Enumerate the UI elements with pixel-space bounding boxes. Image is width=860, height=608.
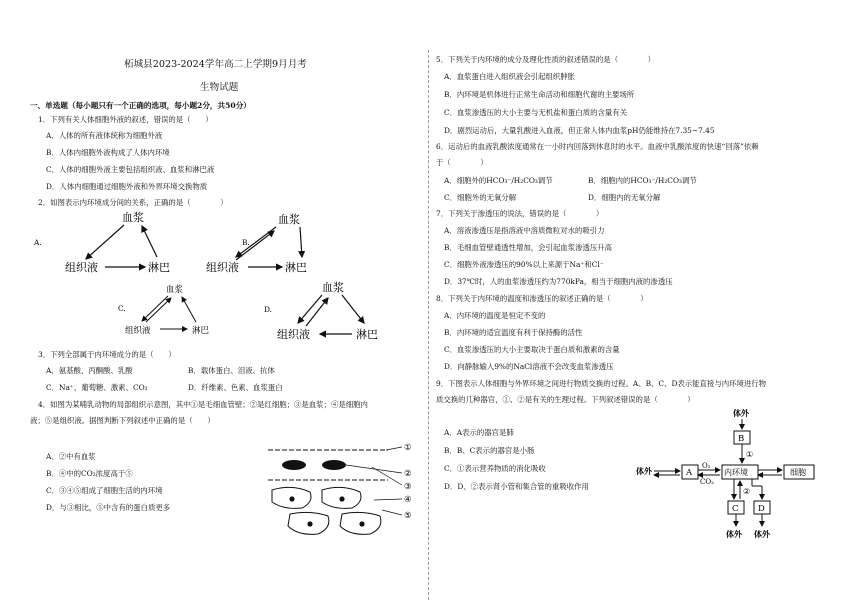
- q9-outside-left: 体外: [636, 466, 652, 476]
- q9-box-c-label: C: [732, 504, 739, 514]
- q2-c-arrow-lymph-plasma: [182, 297, 196, 322]
- q9-process-1: ①: [746, 450, 754, 459]
- q2-a-tissue: 组织液: [65, 261, 98, 274]
- label-leader-2: [346, 465, 402, 473]
- cell-nucleus: [289, 496, 294, 501]
- q9-option-a: A．A表示的器官是肺: [444, 428, 514, 437]
- q9-inner-label: 内环境: [724, 468, 748, 477]
- q4-option-a: A．②中有血浆: [46, 452, 96, 461]
- label-leader-5: [382, 510, 402, 515]
- q4-label-3: ③: [404, 482, 412, 492]
- q5-option-b: B．内环境是机体进行正常生命活动和细胞代谢的主要场所: [444, 90, 635, 99]
- q9-exchange-diagram: [634, 402, 836, 544]
- q3-option-d: D．纤维素、色素、血浆蛋白: [188, 383, 283, 392]
- q8-option-d: D．向静脉输入9%的NaCl溶液不会改变血浆渗透压: [444, 362, 614, 371]
- q9-cell-label: 细胞: [790, 468, 806, 477]
- q2-b-tissue: 组织液: [206, 261, 239, 274]
- q2-d-tissue: 组织液: [277, 328, 310, 341]
- q2-c-lymph: 淋巴: [192, 326, 210, 336]
- q7-option-d: D．37℃时，人的血浆渗透压约为770kPa，相当于细胞内液的渗透压: [444, 277, 673, 286]
- q3-option-c: C．Na⁺、葡萄糖、激素、CO₂: [46, 383, 148, 392]
- q6-stem-line2: 于（ ）: [436, 158, 488, 167]
- exam-title: 柘城县2023-2024学年高二上学期9月月考: [124, 59, 307, 70]
- q6-option-d: D．细胞内的无氧分解: [588, 193, 661, 202]
- section-heading: 一、单选题（每小题只有一个正确的选项，每小题2分，共50分）: [30, 101, 251, 110]
- q1-option-b: B．人体内细胞外液构成了人体内环境: [46, 148, 170, 157]
- q1-option-d: D．人体内细胞通过细胞外液和外界环境交换物质: [46, 182, 208, 191]
- q5-option-c: C．血浆渗透压的大小主要与无机盐和蛋白质的含量有关: [444, 108, 628, 117]
- q9-co2-label: CO₂: [700, 478, 714, 486]
- label-leader-1: [386, 447, 402, 450]
- q4-option-b: B．④中的CO₂浓度高于⑤: [46, 469, 133, 478]
- q4-option-d: D．与③相比，⑤中含有的蛋白质更多: [46, 503, 171, 512]
- q7-option-b: B．毛细血管壁通透性增加，会引起血浆渗透压升高: [444, 243, 613, 252]
- q2-b-plasma: 血浆: [278, 213, 300, 226]
- cell-nucleus: [359, 521, 364, 526]
- q7-stem: 7．下列关于渗透压的说法，错误的是（ ）: [436, 209, 604, 218]
- q5-stem: 5．下列关于内环境的成分及理化性质的叙述错误的是（ ）: [436, 55, 656, 64]
- q5-option-a: A．血浆蛋白进入组织液会引起组织肿胀: [444, 72, 575, 81]
- q9-outside-top: 体外: [733, 408, 749, 418]
- q9-stem-line2: 质交换的几种器官，①、②是有关的生理过程。下列叙述错误的是（ ）: [436, 395, 695, 404]
- q2-c-plasma: 血浆: [166, 285, 184, 295]
- label-leader-3: [372, 467, 402, 485]
- q7-option-c: C．细胞外液渗透压的90%以上来源于Na⁺和Cl⁻: [444, 260, 604, 269]
- q4-option-c: C．③④⑤组成了细胞生活的内环境: [46, 486, 163, 495]
- q2-c-tissue: 组织液: [125, 326, 151, 336]
- q7-option-a: A．溶液渗透压是指溶液中溶质微粒对水的吸引力: [444, 226, 605, 235]
- q6-stem-line1: 6．运动后的血液乳酸浓度通常在一小时内回落到休息时的水平。血液中乳酸浓度的快速“回落”依赖: [436, 142, 759, 151]
- exam-subtitle: 生物试题: [200, 82, 239, 93]
- q1-option-a: A．人体的所有液体统称为细胞外液: [46, 131, 163, 140]
- q4-label-5: ⑤: [404, 511, 412, 521]
- q4-stem-line1: 4．如图为某哺乳动物的局部组织示意图，其中①是毛细血管壁；②是红细胞；③是血浆；④是细胞内: [38, 400, 368, 409]
- q2-c-arrow-plasma-tissue: [142, 296, 168, 321]
- q2-c-arrow-tissue-plasma: [146, 298, 171, 322]
- q6-option-a: A．细胞外的HCO₃⁻/H₂CO₃调节: [444, 176, 553, 185]
- q9-option-c: C．①表示营养物质的消化吸收: [444, 464, 546, 473]
- q2-a-lymph: 淋巴: [148, 261, 170, 274]
- q8-option-a: A．内环境的温度是恒定不变的: [444, 311, 546, 320]
- q1-option-c: C．人体的细胞外液主要包括组织液、血浆和淋巴液: [46, 165, 215, 174]
- q9-box-b-label: B: [738, 434, 745, 444]
- q9-outside-bottom-d: 体外: [754, 529, 770, 539]
- q1-stem: 1．下列有关人体细胞外液的叙述，错误的是（ ）: [38, 115, 213, 124]
- q9-process-2: ②: [743, 487, 751, 496]
- q2-d-plasma: 血浆: [322, 281, 344, 294]
- q2-d-arrow-plasma-lymph: [342, 295, 364, 323]
- q2-d-arrow-plasma-tissue: [298, 295, 322, 323]
- q2-b-lymph: 淋巴: [285, 261, 307, 274]
- q9-box-d-label: D: [758, 504, 765, 514]
- q9-outside-bottom-c: 体外: [726, 529, 742, 539]
- q9-stem-line1: 9．下图表示人体细胞与外界环境之间进行物质交换的过程。A、B、C、D表示能直接与内环境进行物: [436, 379, 767, 388]
- q9-option-d: D．D、②表示肾小管和集合管的重吸收作用: [444, 482, 589, 491]
- q6-option-b: B．细胞内的HCO₃⁻/H₂CO₃调节: [588, 176, 697, 185]
- red-blood-cell: [282, 460, 306, 470]
- q2-a-arrow-plasma-tissue: [86, 225, 124, 259]
- q3-option-b: B．载体蛋白、泪液、抗体: [188, 366, 275, 375]
- column-divider: [428, 50, 429, 600]
- q3-stem: 3．下列全部属于内环境成分的是（ ）: [38, 350, 176, 359]
- q2-option-b: B.: [242, 238, 250, 247]
- q8-option-b: B．内环境的适宜温度有利于保持酶的活性: [444, 328, 583, 337]
- q2-d-lymph: 淋巴: [356, 328, 378, 341]
- red-blood-cell: [322, 460, 346, 470]
- q4-stem-line2: 液；⑤是组织液。据图判断下列叙述中正确的是（ ）: [30, 416, 215, 425]
- q9-option-b: B．B、C表示的器官是小肠: [444, 446, 535, 455]
- q4-tissue-diagram: [262, 440, 420, 540]
- q3-option-a: A．氨基酸、丙酮酸、乳酸: [46, 366, 133, 375]
- q9-box-a-label: A: [686, 468, 693, 478]
- q8-stem: 8．下列关于内环境的温度和渗透压的叙述正确的是（ ）: [436, 294, 648, 303]
- q2-a-plasma: 血浆: [122, 211, 144, 224]
- q2-option-c: C.: [118, 304, 126, 313]
- q2-diagrams: [30, 205, 420, 348]
- q2-a-arrow-lymph-plasma: [142, 226, 157, 257]
- q2-b-arrow-plasma-lymph: [300, 227, 302, 257]
- q2-option-a: A.: [34, 238, 42, 247]
- q9-o2-label: O₂: [702, 462, 711, 470]
- q4-label-4: ④: [404, 495, 412, 505]
- cell-nucleus: [339, 496, 344, 501]
- q6-option-c: C．细胞外的无氧分解: [444, 193, 517, 202]
- q8-option-c: C．血浆渗透压的大小主要取决于蛋白质和激素的含量: [444, 345, 620, 354]
- q2-d-arrow-tissue-plasma: [306, 298, 328, 326]
- q2-stem: 2．如图表示内环境成分间的关系，正确的是（ ）: [38, 198, 228, 207]
- q5-option-d: D．剧烈运动后，大量乳酸进入血液，但正常人体内血浆pH仍能维持在7.35~7.45: [444, 126, 715, 135]
- label-leader-4: [374, 499, 402, 500]
- q2-option-d: D.: [264, 305, 273, 314]
- cell-nucleus: [307, 521, 312, 526]
- q4-label-1: ①: [404, 443, 412, 453]
- q4-label-2: ②: [404, 469, 412, 479]
